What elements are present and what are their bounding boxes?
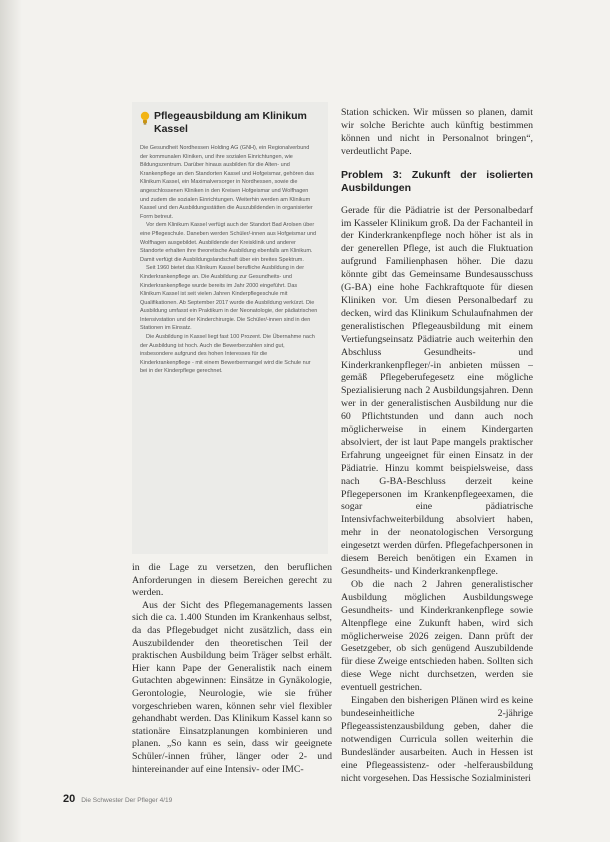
body-paragraph: Station schicken. Wir müssen so planen, damit wir solche Berichte auch künftig bestimmen können und nicht in Personalnot bringen“, verdeutlicht Pape. bbox=[341, 107, 533, 157]
left-column-text bbox=[132, 562, 332, 802]
publication-name: Die Schwester Der Pfleger 4/19 bbox=[81, 797, 173, 804]
page-gutter-shadow bbox=[0, 0, 22, 842]
page-footer bbox=[63, 793, 363, 807]
info-box bbox=[132, 102, 328, 554]
info-box-paragraph: Die Gesundheit Nordhessen Holding AG (GNH), ein Regionalverbund der kommunalen Kliniken, und ihre sozialen Einrichtungen, wie Bildungszentrum. Darüber hinaus ausbilden für die Alten- und Krankenpflege an den Standorten Kassel und Hofgeismar, gehören das Klinikum Kassel, ein Maximalversorger in Nordhessen, sowie die angeschlossenen Kliniken in den Kreisen Hofgeismar und Wolfhagen und zudem die sozialen Einrichtungen. Weiterhin werden am Klinikum Kassel und den Ausbildungsstätten die Auszubildenden in organisierter Form betreut. bbox=[140, 145, 314, 220]
right-column-text bbox=[341, 107, 533, 801]
info-box-paragraph: Die Ausbildung in Kassel liegt fast 100 Prozent. Die Übernahme nach der Ausbildung ist hoch. Auch die Bewerberzahlen sind gut, insbesondere aufgrund des hohen Interesses für die Kinderkrankenpflege - mit einem Bewerbermangel wird die Schule nur bei in der Kinderpflege gerechnet. bbox=[140, 334, 315, 375]
info-box-body bbox=[140, 144, 318, 549]
page-number: 20 bbox=[63, 793, 76, 805]
section-heading: Problem 3: Zukunft der isolierten Ausbildungen bbox=[341, 168, 533, 194]
info-box-paragraph: Seit 1960 bietet das Klinikum Kassel berufliche Ausbildung in der Kinderkrankenpflege an. Die Ausbildung zur Gesundheits- und Kinderkrankenpflege wurde bereits im Jahr 2000 eingeführt. Das Klinikum Kassel ist seit vielen Jahren Kinderpflegeschule mit Qualifikationen. Ab September 2017 wurde die Ausbildung verkürzt. Die Ausbildung umfasst ein Praktikum in der Neonatologie, der pädiatrischen Intensivstation und der Kinderchirurgie. Die Schüler/-innen sind in den Stationen im Einsatz. bbox=[140, 265, 318, 332]
info-box-title: Pflegeausbildung am Klinikum Kassel bbox=[154, 110, 307, 135]
body-paragraph: Gerade für die Pädiatrie ist der Personalbedarf im Kasseler Klinikum groß. Da der Fachanteil in der Kinderkrankenpflege noch höher ist als in der generellen Pflege, ist auch die Fluktuation aufgrund Familienphasen höher. Die dazu könnte gibt das Gemeinsame Bundesausschuss (G-BA) eine hohe Fachkraftquote für diesen Kliniken vor. Um diesen Personalbedarf zu decken, wird das Klinikum Schulaufnahmen der generalistischen Pflegeausbildung mit einem Vertiefungseinsatz Pädiatrie auch weiterhin den Abschluss Gesundheits- und Kinderkrankenpfleger/-in anbieten müssen – gemäß Pflegeberufegesetz eine mögliche Spezialisierung nach 2 Ausbildungsjahren. Denn wer in der generalistischen Ausbildung nur die 60 Pflichtstunden und dann auch noch möglicherweise in einem Kindergarten absolviert, der ist laut Pape mangels praktischer Erfahrung ungeeignet für einen Einsatz in der Pädiatrie. Hinzu kommt beispielsweise, dass nach G-BA-Beschluss derzeit keine Pflegepersonen im Krankenpflegeexamen, die sogar eine pädiatrische Intensivfachweiterbildung absolviert haben, mehr in der neonatologischen Versorgung eingesetzt werden dürfen. Pflegefachpersonen in diesem Bereich benötigen ein Examen in Gesundheits- und Kinderkrankenpflege. bbox=[341, 204, 533, 577]
body-paragraph: Eingaben den bisherigen Plänen wird es keine bundeseinheitliche 2-jährige Pflegeassistenzausbildung geben, daher die notwendigen Curricula sollen weiterhin die Bundesländer ausarbeiten. Auch in Hessen ist eine Pflegeassistenz- oder -helferausbildung nicht vorgesehen. Das Hessische Sozialministeri bbox=[341, 695, 533, 784]
info-box-paragraph: Vor dem Klinikum Kassel verfügt auch der Standort Bad Arolsen über eine Pflegeschule. Daneben werden Schüler/-innen aus Hofgeismar und Wolfhagen ausgebildet. Ausbildende der Kreisklinik und anderer Standorte erhalten ihre theoretische Ausbildung ebenfalls am Klinikum. Damit verfügt die Ausbildungslandschaft über ein breites Spektrum. bbox=[140, 222, 317, 263]
body-paragraph: Aus der Sicht des Pflegemanagements lassen sich die ca. 1.400 Stunden im Krankenhaus selbst, da das Pflegebudget nicht zusätzlich, dass ein Auszubildender den theoretischen Teil der praktischen Ausbildung beim Träger selbst erhält. Hier kann Pape der Generalistik nach einem Gutachten abgewinnen: Einsätze in Gynäkologie, Gerontologie, Neurologie, wie sie früher vorgeschrieben waren, können sehr viel flexibler gehandhabt werden. Das Klinikum Kassel kann so stationäre Einsatzplanungen kombinieren und planen. „So kann es sein, dass wir geeignete Schüler/-innen früher, länger oder 2- und hintereinander auf eine Intensiv- oder IMC- bbox=[132, 599, 332, 775]
info-box-header bbox=[140, 110, 318, 136]
body-paragraph: Ob die nach 2 Jahren generalistischer Ausbildung möglichen Ausbildungswege Gesundheits- und Kinderkrankenpflege sowie Altenpflege eine Zukunft haben, wird sich möglicherweise 2026 zeigen. Dann prüft der Gesetzgeber, ob sich genügend Auszubildende für diese Zweige entschieden haben. Sollten sich diese Wege nicht durchsetzen, werden sie eventuell gestrichen. bbox=[341, 578, 533, 694]
body-paragraph: in die Lage zu versetzen, den beruflichen Anforderungen in diesem Bereichen gerecht zu werden. bbox=[132, 562, 332, 599]
lightbulb-icon bbox=[140, 111, 150, 125]
